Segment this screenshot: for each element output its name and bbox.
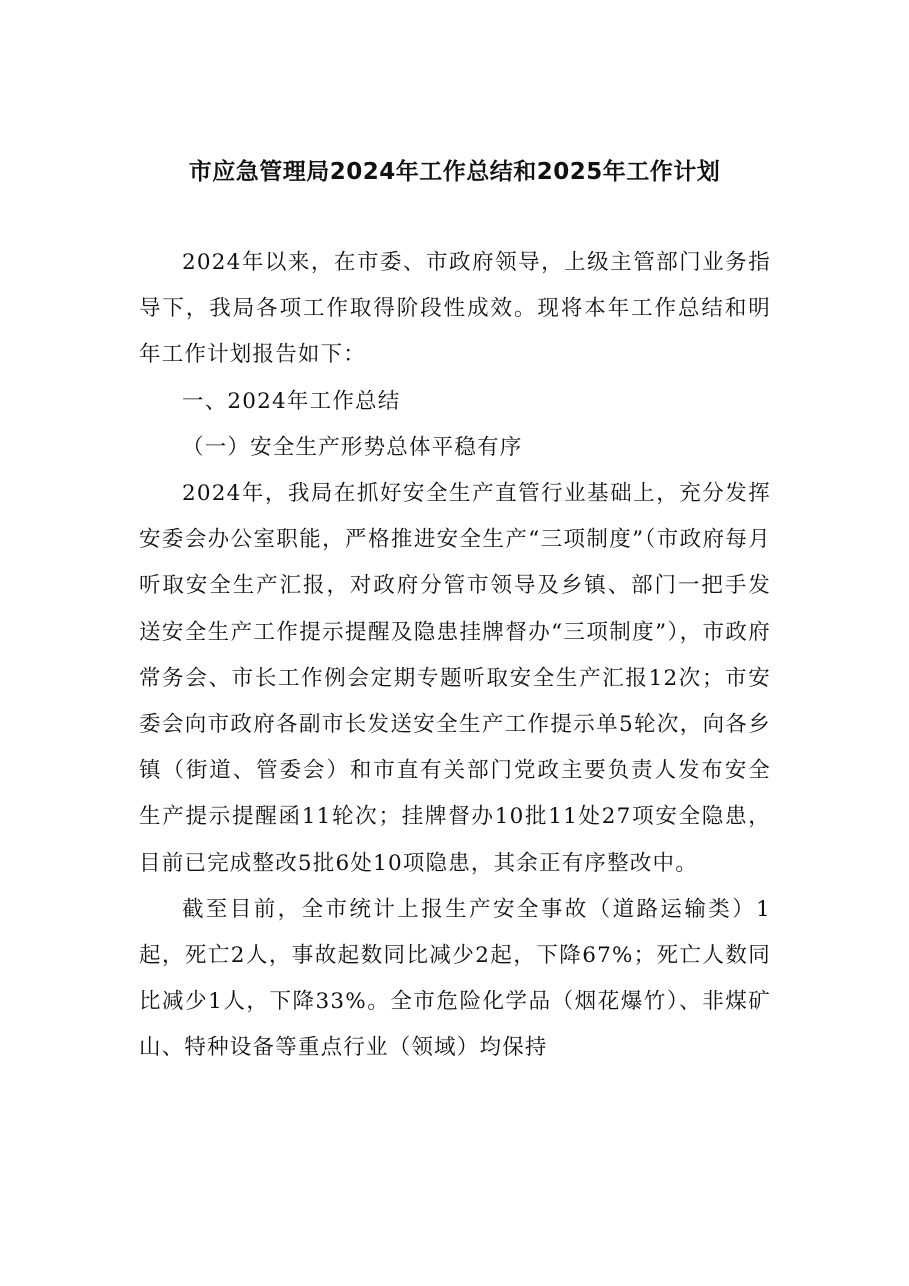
body-paragraph: 截至目前，全市统计上报生产安全事故（道路运输类）1起，死亡2人，事故起数同比减少2起，下降67%；死亡人数同比减少1人，下降33%。全市危险化学品（烟花爆竹）、非煤矿山、特种设备等重点行业（领域）均保持 (139, 896, 771, 1061)
subsection-heading: （一）安全生产形势总体平稳有序 (182, 434, 523, 460)
section-heading: 一、2024年工作总结 (182, 388, 401, 414)
body-paragraph: 2024年，我局在抓好安全生产直管行业基础上，充分发挥安委会办公室职能，严格推进安全生产“三项制度”（市政府每月听取安全生产汇报，对政府分管市领导及乡镇、部门一把手发送安全生产工作提示提醒及隐患挂牌督办“三项制度”），市政府常务会、市长工作例会定期专题听取安全生产汇报12次；市安委会向市政府各副市长发送安全生产工作提示单5轮次，向各乡镇（街道、管委会）和市直有关部门党政主要负责人发布安全生产提示提醒函11轮次；挂牌督办10批11处27项安全隐患，目前已完成整改5批6处10项隐患，其余正有序整改中。 (139, 481, 771, 876)
document-title: 市应急管理局2024年工作总结和2025年工作计划 (188, 159, 721, 185)
intro-paragraph: 2024年以来，在市委、市政府领导，上级主管部门业务指导下，我局各项工作取得阶段性成效。现将本年工作总结和明年工作计划报告如下： (139, 250, 771, 368)
document-body (139, 240, 771, 1072)
